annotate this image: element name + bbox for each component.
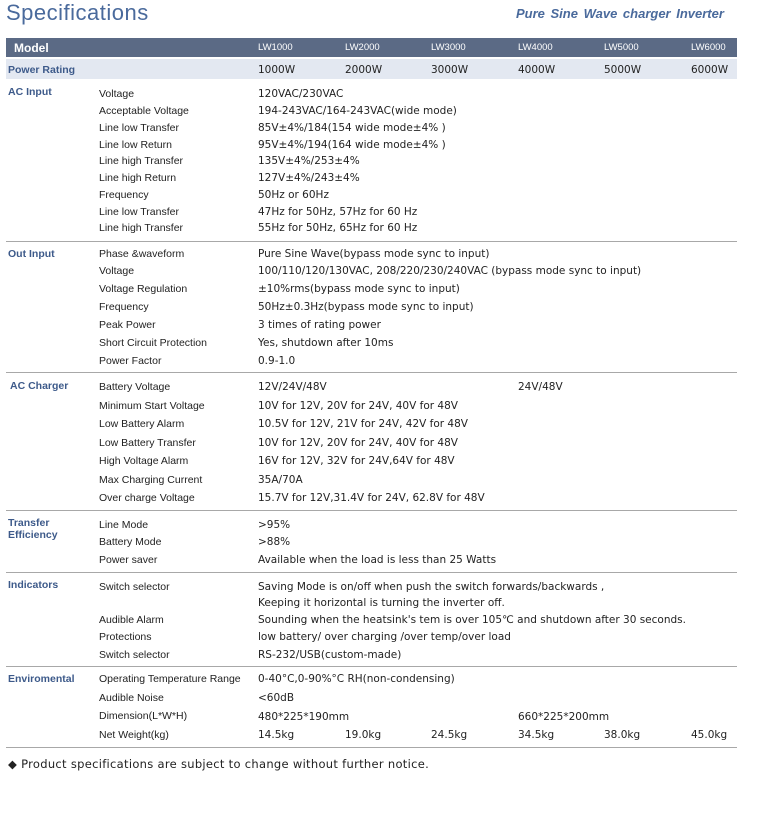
- weight-value: 34.5kg: [518, 729, 555, 741]
- spec-label: Peak Power: [99, 319, 156, 331]
- section-divider: [6, 241, 737, 242]
- section-title-transfer-efficiency: Transfer: [8, 517, 50, 529]
- spec-value: 35A/70A: [258, 474, 303, 486]
- power-rating-value: 5000W: [604, 64, 642, 76]
- model-name: LW1000: [258, 42, 293, 53]
- spec-label: Max Charging Current: [99, 474, 203, 486]
- power-rating-value: 3000W: [431, 64, 469, 76]
- spec-value: 3 times of rating power: [258, 319, 381, 331]
- model-name: LW6000: [691, 42, 726, 53]
- model-label: Model: [14, 41, 49, 55]
- spec-value: Yes, shutdown after 10ms: [258, 337, 394, 349]
- section-divider: [6, 372, 737, 373]
- spec-value: 12V/24V/48V: [258, 381, 327, 393]
- spec-label: Audible Alarm: [99, 614, 164, 626]
- spec-label: Over charge Voltage: [99, 492, 195, 504]
- section-title-environmental: Enviromental: [8, 673, 75, 685]
- spec-value: 10V for 12V, 20V for 24V, 40V for 48V: [258, 437, 458, 449]
- power-rating-value: 6000W: [691, 64, 729, 76]
- spec-label: Voltage: [99, 88, 135, 100]
- product-subtitle: Pure Sine Wave charger Inverter: [516, 6, 724, 21]
- spec-value: 10V for 12V, 20V for 24V, 40V for 48V: [258, 400, 458, 412]
- spec-label: Battery Mode: [99, 536, 162, 548]
- spec-label: Audible Noise: [99, 692, 164, 704]
- spec-label: Power saver: [99, 554, 158, 566]
- spec-label: Line low Return: [99, 139, 172, 151]
- spec-value: 95V±4%/194(164 wide mode±4% ): [258, 139, 446, 151]
- spec-value: 660*225*200mm: [518, 711, 610, 723]
- spec-value: 127V±4%/243±4%: [258, 172, 360, 184]
- spec-value: 0.9-1.0: [258, 355, 296, 367]
- model-name: LW5000: [604, 42, 639, 53]
- spec-label: Battery Voltage: [99, 381, 171, 393]
- spec-label: Dimension(L*W*H): [99, 710, 188, 722]
- spec-value: Keeping it horizontal is turning the inverter off.: [258, 597, 505, 609]
- spec-label: Line low Transfer: [99, 122, 179, 134]
- model-name: LW3000: [431, 42, 466, 53]
- section-divider: [6, 510, 737, 511]
- spec-value: 16V for 12V, 32V for 24V,64V for 48V: [258, 455, 455, 467]
- spec-label: Frequency: [99, 189, 149, 201]
- spec-value: ±10%rms(bypass mode sync to input): [258, 283, 460, 295]
- weight-value: 45.0kg: [691, 729, 728, 741]
- spec-value: 47Hz for 50Hz, 57Hz for 60 Hz: [258, 206, 418, 218]
- spec-value: Sounding when the heatsink's tem is over 105℃ and shutdown after 30 seconds.: [258, 614, 686, 626]
- spec-value: 135V±4%/253±4%: [258, 155, 360, 167]
- spec-label: Power Factor: [99, 355, 162, 367]
- power-rating-value: 2000W: [345, 64, 383, 76]
- spec-label: Line Mode: [99, 519, 149, 531]
- section-divider: [6, 666, 737, 667]
- spec-value: 10.5V for 12V, 21V for 24V, 42V for 48V: [258, 418, 468, 430]
- spec-label: Operating Temperature Range: [99, 673, 241, 685]
- spec-label: Line high Transfer: [99, 155, 184, 167]
- spec-label: Voltage: [99, 265, 135, 277]
- spec-label: Voltage Regulation: [99, 283, 188, 295]
- weight-value: 24.5kg: [431, 729, 468, 741]
- spec-value: 120VAC/230VAC: [258, 88, 344, 100]
- page-title: Specifications: [6, 0, 149, 25]
- spec-value: 100/110/120/130VAC, 208/220/230/240VAC (bypass mode sync to input): [258, 265, 642, 277]
- section-title-ac-charger: AC Charger: [10, 380, 69, 392]
- spec-value: 480*225*190mm: [258, 711, 350, 723]
- model-name: LW2000: [345, 42, 380, 53]
- spec-value: Saving Mode is on/off when push the switch forwards/backwards ,: [258, 581, 605, 593]
- spec-value: <60dB: [258, 692, 295, 704]
- spec-value: 50Hz±0.3Hz(bypass mode sync to input): [258, 301, 474, 313]
- spec-value: >88%: [258, 536, 291, 548]
- footnote: ◆ Product specifications are subject to change without further notice.: [8, 757, 430, 771]
- spec-value: RS-232/USB(custom-made): [258, 649, 402, 661]
- spec-value: 0-40°C,0-90%°C RH(non-condensing): [258, 673, 455, 685]
- spec-label: Low Battery Alarm: [99, 418, 185, 430]
- section-title-out-input: Out Input: [8, 248, 55, 260]
- weight-value: 38.0kg: [604, 729, 641, 741]
- section-divider: [6, 747, 737, 748]
- power-rating-value: 1000W: [258, 64, 296, 76]
- spec-value: 55Hz for 50Hz, 65Hz for 60 Hz: [258, 222, 418, 234]
- spec-label: Line high Return: [99, 172, 177, 184]
- spec-label: Short Circuit Protection: [99, 337, 207, 349]
- spec-label: Switch selector: [99, 581, 170, 593]
- section-divider: [6, 572, 737, 573]
- spec-label: Line high Transfer: [99, 222, 184, 234]
- spec-value: 85V±4%/184(154 wide mode±4% ): [258, 122, 446, 134]
- spec-value: 15.7V for 12V,31.4V for 24V, 62.8V for 48V: [258, 492, 485, 504]
- spec-value: 24V/48V: [518, 381, 563, 393]
- spec-value: 194-243VAC/164-243VAC(wide mode): [258, 105, 457, 117]
- section-title-ac-input: AC Input: [8, 86, 52, 98]
- power-rating-label: Power Rating: [8, 64, 76, 76]
- weight-value: 19.0kg: [345, 729, 382, 741]
- section-title-indicators: Indicators: [8, 579, 59, 591]
- spec-label: Protections: [99, 631, 152, 643]
- section-title-transfer-efficiency-line2: Efficiency: [8, 529, 58, 541]
- spec-label: Phase &waveform: [99, 248, 185, 260]
- spec-label: Acceptable Voltage: [99, 105, 189, 117]
- spec-value: low battery/ over charging /over temp/over load: [258, 631, 511, 643]
- spec-label: Minimum Start Voltage: [99, 400, 205, 412]
- weight-value: 14.5kg: [258, 729, 295, 741]
- spec-value: Available when the load is less than 25 Watts: [258, 554, 497, 566]
- model-name: LW4000: [518, 42, 553, 53]
- spec-label: Switch selector: [99, 649, 170, 661]
- spec-label: Net Weight(kg): [99, 729, 169, 741]
- spec-value: >95%: [258, 519, 291, 531]
- spec-value: Pure Sine Wave(bypass mode sync to input): [258, 248, 490, 260]
- power-rating-value: 4000W: [518, 64, 556, 76]
- spec-value: 50Hz or 60Hz: [258, 189, 329, 201]
- spec-label: High Voltage Alarm: [99, 455, 189, 467]
- spec-label: Frequency: [99, 301, 149, 313]
- spec-label: Line low Transfer: [99, 206, 179, 218]
- spec-label: Low Battery Transfer: [99, 437, 196, 449]
